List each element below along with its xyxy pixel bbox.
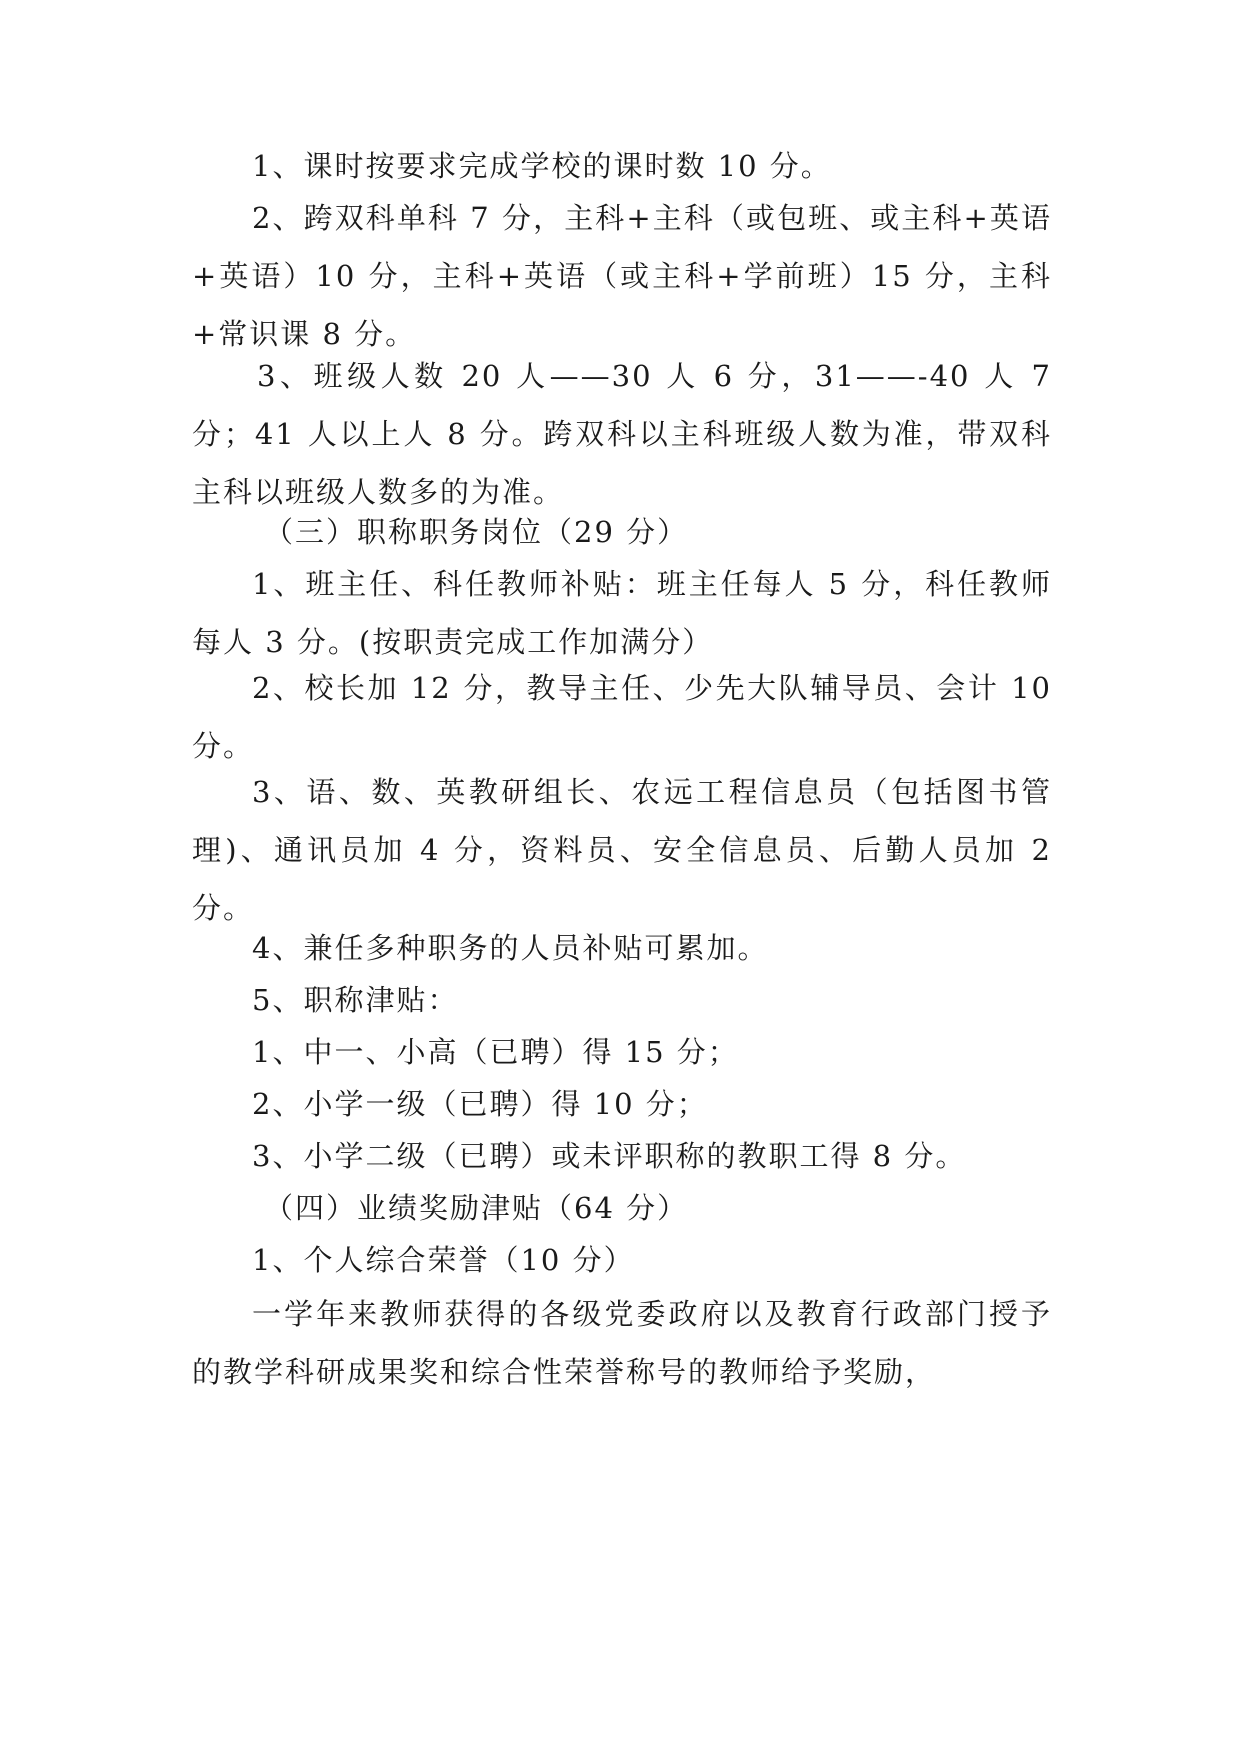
paragraph-group-leaders: 3、语、数、英教研组长、农远工程信息员（包括图书管理)、通讯员加 4 分，资料员、安全信息员、后勤人员加 2 分。: [192, 775, 1052, 925]
list-item-senior-title: 1、中一、小高（已聘）得 15 分；: [252, 1035, 739, 1069]
list-item-level-two: 3、小学二级（已聘）或未评职称的教职工得 8 分。: [252, 1139, 967, 1173]
section-heading-performance: （四）业绩奖励津贴（64 分）: [264, 1191, 689, 1225]
paragraph-principal-bonus: 2、校长加 12 分，教导主任、少先大队辅导员、会计 10 分。: [192, 671, 1052, 763]
paragraph-title-allowance: 5、职称津贴：: [252, 983, 459, 1017]
paragraph-class-hours: 1、课时按要求完成学校的课时数 10 分。: [252, 149, 832, 183]
paragraph-cross-subject: 2、跨双科单科 7 分，主科+主科（或包班、或主科+英语+英语）10 分，主科+英语（或主科+学前班）15 分，主科+常识课 8 分。: [192, 201, 1052, 351]
list-item-level-one: 2、小学一级（已聘）得 10 分；: [252, 1087, 708, 1121]
paragraph-cumulative-duties: 4、兼任多种职务的人员补贴可累加。: [252, 931, 769, 965]
paragraph-personal-honor: 1、个人综合荣誉（10 分）: [252, 1243, 635, 1277]
paragraph-class-size: 3、班级人数 20 人——30 人 6 分，31——-40 人 7 分；41 人以上人 8 分。跨双科以主科班级人数为准，带双科主科以班级人数多的为准。: [192, 359, 1052, 509]
section-heading-title-duty: （三）职称职务岗位（29 分）: [264, 515, 689, 549]
paragraph-honor-description: 一学年来教师获得的各级党委政府以及教育行政部门授予的教学科研成果奖和综合性荣誉称号的教师给予奖励，: [192, 1297, 1052, 1389]
paragraph-teacher-subsidy: 1、班主任、科任教师补贴：班主任每人 5 分，科任教师每人 3 分。(按职责完成工作加满分）: [192, 567, 1052, 659]
